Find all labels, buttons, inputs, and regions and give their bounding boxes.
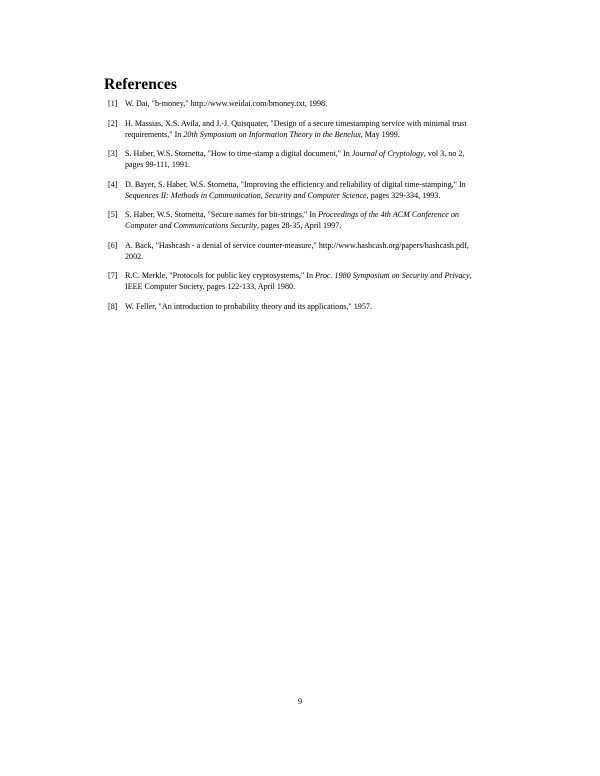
reference-number: [6] [108, 240, 118, 250]
reference-text: S. Haber, W.S. Stornetta, "Secure names for bit-strings," In Proceedings of the 4th ACM Conference on Computer and Communications Security, pages 28-35, April 1997. [125, 210, 459, 230]
reference-text: S. Haber, W.S. Stornetta, "How to time-stamp a digital document," In Journal of Cryptology, vol 3, no 2, pages 99-111, 1991. [125, 149, 465, 169]
reference-text: R.C. Merkle, "Protocols for public key cryptosystems," In Proc. 1980 Symposium on Security and Privacy, IEEE Computer Society, pages 122-133, April 1980. [125, 271, 472, 291]
reference-text: D. Bayer, S. Haber, W.S. Stornetta, "Improving the efficiency and reliability of digital time-stamping," In Sequences II: Methods in Communication, Security and Computer Science, pages 329-334, 1993. [125, 179, 466, 200]
reference-text: W. Feller, "An introduction to probability theory and its applications," 1957. [125, 301, 372, 311]
reference-number: [7] [108, 271, 118, 280]
reference-item [108, 118, 480, 140]
reference-number: [5] [108, 210, 118, 219]
reference-item [108, 301, 480, 312]
reference-text: H. Massias, X.S. Avila, and J.-J. Quisquater, "Design of a secure timestamping service with minimal trust requirements," In 20th Symposium on Information Theory in the Benelux, May 1999. [125, 118, 467, 139]
reference-number: [8] [108, 301, 118, 311]
references-heading: References [104, 76, 178, 93]
reference-item [108, 209, 480, 231]
reference-number: [2] [108, 118, 118, 128]
reference-text: A. Back, "Hashcash - a denial of service counter-measure," http://www.hashcash.org/papers/hashcash.pdf, 2002. [125, 240, 469, 261]
reference-item [108, 240, 480, 262]
page-number: 9 [297, 696, 303, 706]
reference-item [108, 148, 480, 170]
reference-text: W. Dai, "b-money," http://www.weidai.com/bmoney.txt, 1998. [125, 99, 328, 108]
references-list [108, 98, 480, 320]
reference-item [108, 179, 480, 201]
reference-number: [3] [108, 149, 118, 158]
reference-number: [1] [108, 99, 118, 108]
reference-item [108, 98, 480, 109]
reference-number: [4] [108, 179, 118, 189]
reference-item [108, 270, 480, 292]
